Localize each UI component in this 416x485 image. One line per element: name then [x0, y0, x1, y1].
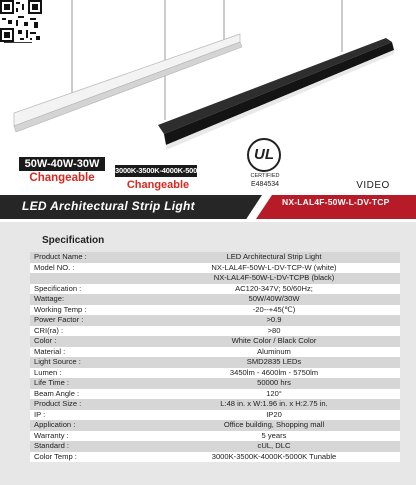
spec-label: Beam Angle :	[34, 388, 80, 398]
video-label: VIDEO	[356, 180, 390, 191]
spec-label: IP :	[34, 409, 46, 419]
spec-value: SMD2835 LEDs	[246, 357, 302, 366]
spec-row	[30, 294, 400, 305]
spec-label: Application :	[34, 420, 76, 429]
spec-value: 50000 hrs	[257, 378, 291, 387]
spec-label: Light Source :	[34, 357, 81, 366]
spec-value: 3450lm - 4600lm - 5750lm	[229, 367, 319, 377]
cct-badge: 3000K-3500K-4000K-5000K	[115, 166, 207, 175]
spec-value: LED Architectural Strip Light	[226, 252, 322, 261]
spec-value: White Color / Black Color	[231, 336, 317, 345]
spec-value: 3000K-3500K-4000K-5000K Tunable	[211, 451, 337, 461]
spec-row	[30, 336, 400, 347]
spec-value: L:48 in. x W:1.96 in. x H:2.75 in.	[220, 399, 328, 408]
spec-value: >80	[267, 325, 281, 335]
ul-certification-icon: UL	[247, 138, 281, 172]
spec-row	[30, 347, 400, 358]
spec-label: Model NO. :	[34, 262, 75, 272]
spec-label: Product Size :	[34, 399, 82, 408]
power-badge: 50W-40W-30W	[19, 157, 105, 171]
specification-table	[30, 252, 400, 462]
title-banner	[0, 195, 416, 219]
spec-value: Office building, Shopping mall	[223, 420, 325, 429]
spec-label: Lumen :	[34, 367, 62, 377]
spec-label: Wattage:	[34, 294, 65, 303]
spec-value: NX-LAL4F-50W-L-DV-TCP-W (white)	[211, 262, 337, 272]
qr-code-icon[interactable]	[0, 0, 42, 42]
cct-changeable-label: Changeable	[126, 179, 190, 191]
ul-certified-label: CERTIFIED	[250, 173, 280, 179]
product-title: LED Architectural Strip Light	[22, 199, 195, 213]
model-number: NX-LAL4F-50W-L-DV-TCP	[282, 197, 390, 207]
spec-value: IP20	[266, 409, 282, 419]
spec-label: Warranty :	[34, 430, 69, 440]
spec-row	[30, 410, 400, 421]
spec-label: Material :	[34, 346, 66, 356]
ul-file-number: E484534	[250, 181, 280, 188]
spec-row	[30, 284, 400, 295]
spec-label: Life Time :	[34, 378, 70, 387]
specification-heading: Specification	[42, 235, 105, 246]
spec-row	[30, 326, 400, 337]
spec-label: Product Name :	[34, 252, 87, 261]
product-hero	[0, 0, 416, 192]
spec-row	[30, 378, 400, 389]
spec-label: Standard :	[34, 441, 70, 450]
spec-row	[30, 441, 400, 452]
spec-row	[30, 305, 400, 316]
spec-value: cUL, DLC	[257, 441, 291, 450]
spec-row	[30, 399, 400, 410]
spec-label: Power Factor :	[34, 315, 84, 324]
spec-row	[30, 273, 400, 284]
spec-row	[30, 431, 400, 442]
power-changeable-label: Changeable	[29, 172, 95, 184]
spec-row	[30, 315, 400, 326]
spec-row	[30, 357, 400, 368]
spec-label: Specification :	[34, 283, 82, 293]
spec-value: 120°	[266, 388, 282, 398]
spec-row	[30, 368, 400, 379]
spec-value: Aluminum	[257, 346, 291, 356]
spec-row	[30, 263, 400, 274]
spec-value: 50W/40W/30W	[248, 294, 300, 303]
spec-label: Color Temp :	[34, 451, 77, 461]
spec-value: AC120-347V; 50/60Hz;	[235, 283, 313, 293]
spec-label: CRI(ra) :	[34, 325, 64, 335]
black-strip-light-diffuser	[166, 50, 394, 150]
spec-row	[30, 420, 400, 431]
specification-panel	[0, 222, 416, 485]
spec-row	[30, 452, 400, 463]
spec-label: Working Temp :	[34, 304, 87, 314]
spec-value: -20--+45(℃)	[252, 304, 296, 314]
spec-value: NX-LAL4F-50W-L-DV-TCPB (black)	[213, 273, 335, 282]
spec-row	[30, 252, 400, 263]
spec-value: 5 years	[261, 430, 287, 440]
spec-label: Color :	[34, 336, 57, 345]
spec-row	[30, 389, 400, 400]
spec-value: >0.9	[266, 315, 282, 324]
